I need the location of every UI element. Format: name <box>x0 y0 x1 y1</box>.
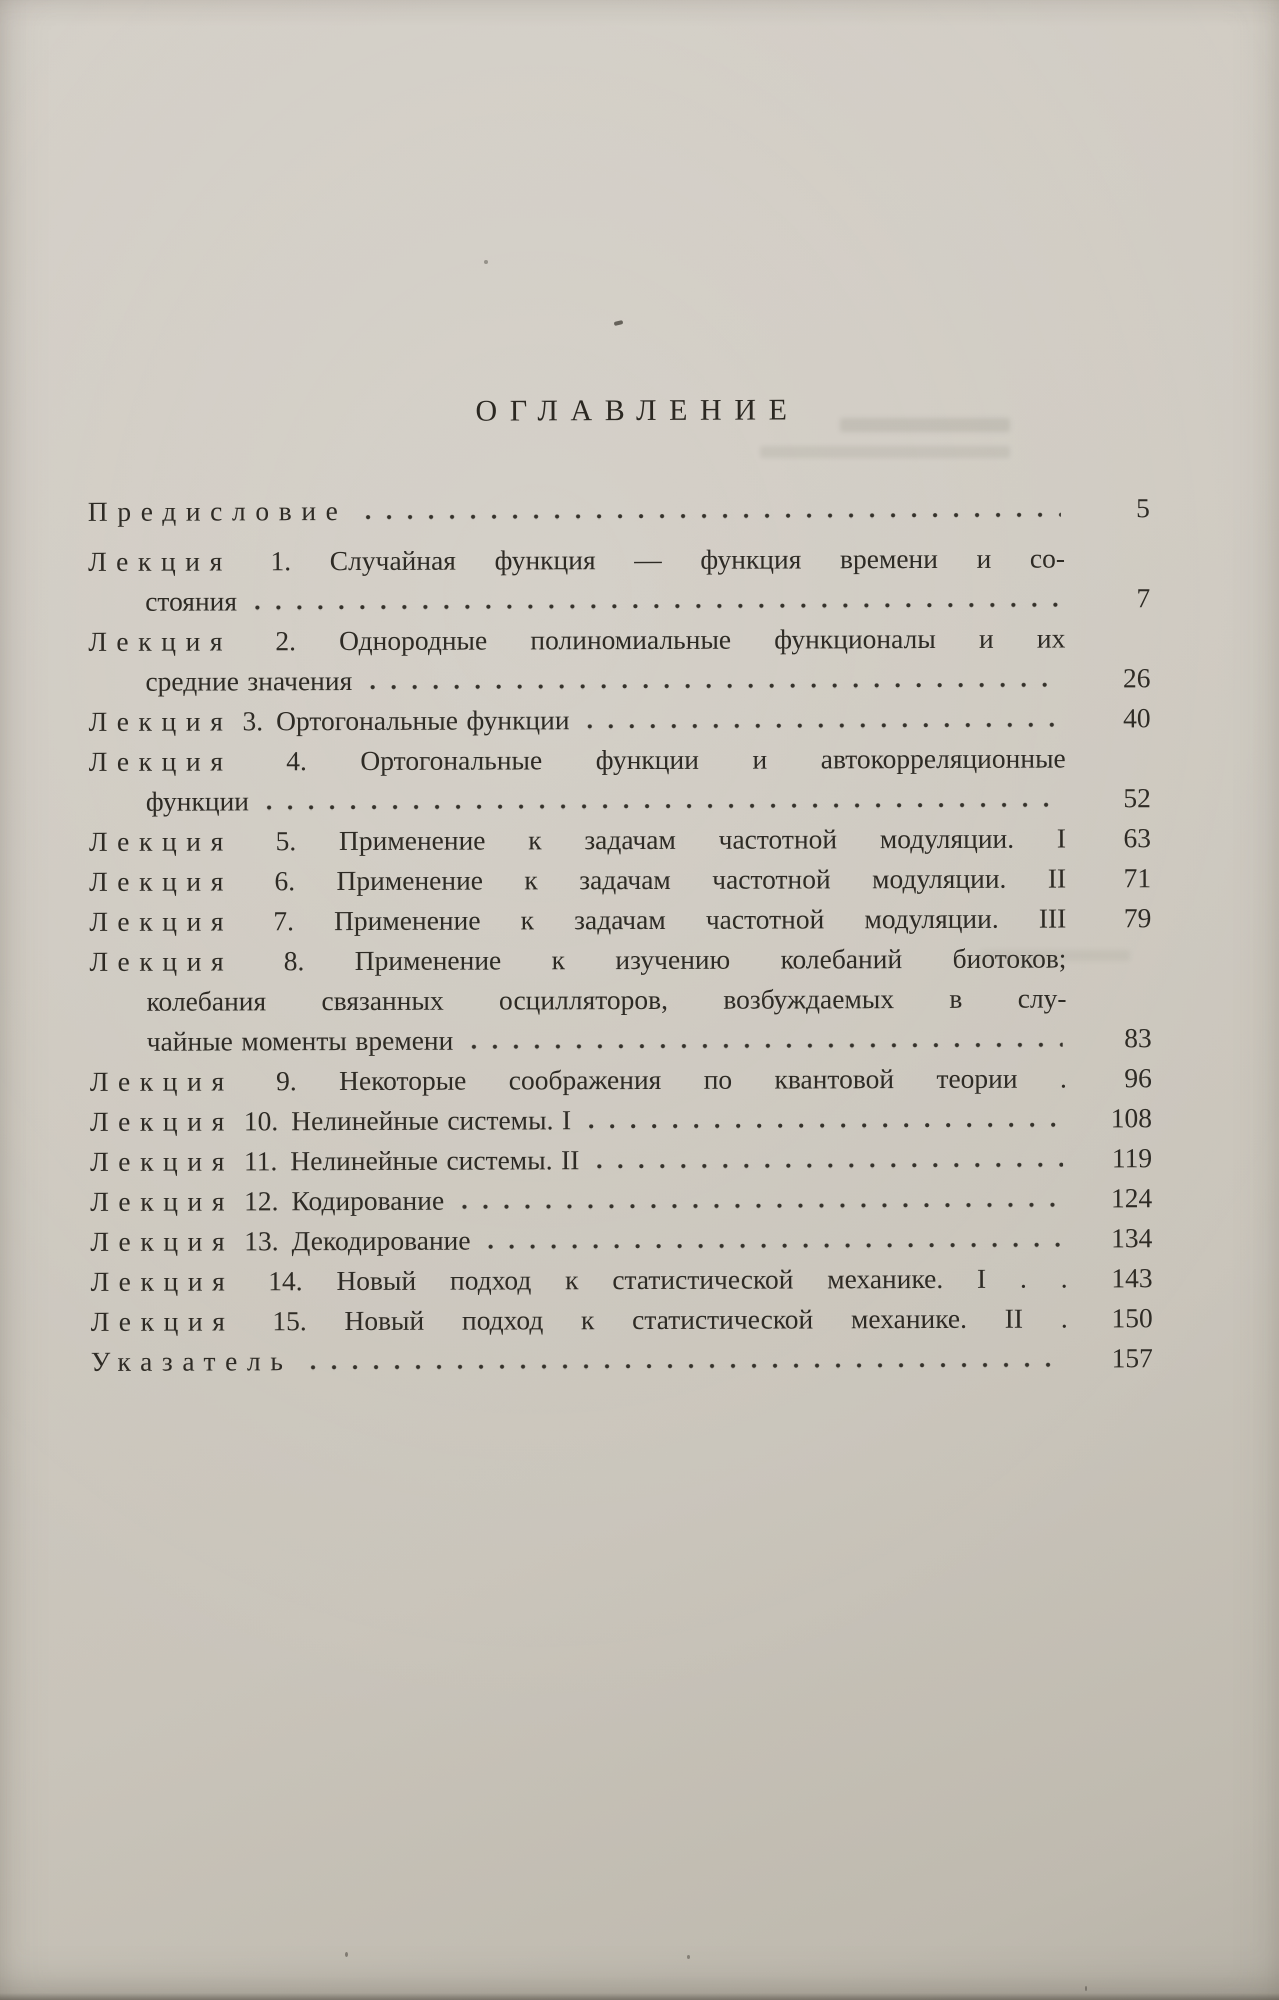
toc-line <box>91 1338 1153 1382</box>
toc-line-text <box>89 739 1066 782</box>
toc-line <box>88 488 1150 532</box>
toc-line-text <box>89 779 1066 822</box>
toc-line <box>89 738 1151 782</box>
toc-line <box>89 698 1151 742</box>
toc-page-number: 143 <box>1111 1262 1153 1294</box>
scan-speck <box>1085 1986 1087 1991</box>
toc-entry-title: чайные моменты времени <box>146 1024 454 1057</box>
dot-leader <box>261 779 1062 822</box>
toc-entry-prefix: Лекция <box>89 905 234 937</box>
dot-leader <box>304 1339 1063 1382</box>
toc-entry-number: 11. <box>243 1145 278 1177</box>
toc-line-text <box>88 619 1065 662</box>
toc-page-number: 71 <box>1123 862 1152 894</box>
toc-entry-number: 7. <box>273 905 294 937</box>
toc-entry-prefix: Лекция <box>90 1145 235 1177</box>
toc-entry-title: Кодирование <box>291 1184 445 1217</box>
dot-leader <box>465 1019 1062 1061</box>
toc-line <box>88 578 1150 622</box>
toc-line-text <box>89 939 1066 982</box>
scan-speck <box>345 1952 348 1957</box>
toc-line <box>91 1298 1153 1342</box>
toc-line <box>90 1098 1152 1142</box>
toc-entry-title: Новый подход к статистической механике. II . <box>344 1302 1068 1337</box>
toc-line <box>88 658 1150 702</box>
toc-entry-title: Декодирование <box>291 1224 471 1257</box>
toc-line <box>89 818 1151 862</box>
toc-page-number: 5 <box>1136 492 1150 524</box>
toc-entry-title: Случайная функция — функция времени и со- <box>329 542 1066 577</box>
toc-line-text <box>89 699 1066 742</box>
toc-page-number: 108 <box>1110 1102 1153 1134</box>
toc-line <box>88 618 1150 662</box>
toc-line-text <box>91 1299 1068 1342</box>
scan-speck <box>484 260 488 264</box>
toc-line-text <box>90 1019 1067 1062</box>
toc-line-text <box>89 819 1066 862</box>
toc-line-text <box>91 1339 1068 1382</box>
dot-leader <box>591 1139 1063 1181</box>
toc-line-text <box>90 1259 1067 1302</box>
toc-entry-title: Применение к изучению колебаний биотоков; <box>354 942 1067 976</box>
toc-entry-prefix: Лекция <box>88 625 233 657</box>
table-of-contents <box>88 488 1153 1382</box>
toc-line-text <box>88 579 1065 622</box>
toc-entry-prefix: Лекция <box>90 1305 235 1337</box>
toc-line <box>90 1138 1152 1182</box>
toc-entry-title: Применение к задачам частотной модуляции. II <box>336 862 1067 897</box>
toc-line <box>89 778 1151 822</box>
dot-leader <box>359 489 1061 531</box>
toc-line <box>88 538 1150 582</box>
toc-entry-title: Применение к задачам частотной модуляции. III <box>333 902 1067 937</box>
toc-line <box>90 1178 1152 1222</box>
toc-entry-prefix: Лекция <box>89 945 234 977</box>
toc-entry-title: колебания связанных осцилляторов, возбуждаемых в слу- <box>146 982 1067 1017</box>
toc-entry-title: Нелинейные системы. II <box>290 1144 580 1177</box>
toc-entry-number: 15. <box>272 1305 307 1337</box>
dot-leader <box>583 1099 1063 1141</box>
toc-title: ОГЛАВЛЕНИЕ <box>475 393 800 428</box>
scan-speck <box>687 1955 690 1959</box>
toc-page-number: 157 <box>1111 1342 1153 1374</box>
dot-leader <box>581 699 1061 741</box>
toc-line <box>90 1218 1152 1262</box>
toc-entry-prefix: Лекция <box>89 1065 234 1097</box>
toc-entry-title: функции <box>145 785 250 817</box>
toc-page-number: 119 <box>1111 1142 1153 1174</box>
toc-page-number: 7 <box>1136 582 1151 614</box>
toc-entry-prefix: Лекция <box>89 865 234 897</box>
toc-entry-prefix: Лекция <box>90 1225 235 1257</box>
toc-line-text <box>90 1219 1067 1262</box>
toc-line <box>90 1018 1152 1062</box>
toc-entry-title: Ортогональные функции <box>276 704 570 737</box>
toc-page-number: 150 <box>1111 1302 1153 1334</box>
toc-line-text <box>89 979 1066 1022</box>
toc-line <box>89 858 1151 902</box>
toc-entry-prefix: Лекция <box>90 1265 235 1297</box>
toc-page-number: 79 <box>1123 902 1152 934</box>
toc-entry-label: Предисловие <box>87 495 348 527</box>
toc-line <box>89 898 1151 942</box>
toc-line-text <box>90 1099 1067 1142</box>
toc-page-number: 124 <box>1110 1182 1153 1214</box>
toc-line <box>90 1258 1152 1302</box>
dot-leader <box>456 1179 1063 1221</box>
toc-entry-number: 14. <box>268 1265 303 1297</box>
toc-entry-prefix: Лекция <box>88 745 233 777</box>
toc-entry-number: 2. <box>275 625 297 657</box>
toc-entry-number: 1. <box>270 545 292 577</box>
dot-leader <box>364 659 1061 701</box>
toc-entry-prefix: Лекция <box>90 1185 235 1217</box>
toc-line <box>89 938 1151 982</box>
toc-entry-prefix: Лекция <box>88 825 233 857</box>
toc-line-text <box>90 1059 1067 1102</box>
toc-page-number: 40 <box>1123 702 1151 734</box>
toc-entry-number: 4. <box>286 745 307 777</box>
toc-entry-number: 3. <box>242 705 264 737</box>
toc-line-text <box>90 1179 1067 1222</box>
toc-page-number: 63 <box>1123 822 1152 854</box>
toc-entry-prefix: Лекция <box>87 545 232 577</box>
dot-leader <box>249 579 1061 622</box>
toc-entry-number: 6. <box>274 865 296 897</box>
toc-line-text <box>88 659 1065 702</box>
toc-page-number: 83 <box>1124 1022 1152 1054</box>
toc-entry-title: Новый подход к статистической механике. I . . <box>336 1262 1068 1297</box>
toc-entry-title: Некоторые соображения по квантовой теории . <box>339 1062 1067 1097</box>
toc-page-number: 52 <box>1123 782 1151 814</box>
toc-entry-number: 12. <box>244 1185 279 1217</box>
toc-line <box>90 1058 1152 1102</box>
toc-entry-title: Нелинейные системы. I <box>291 1104 572 1137</box>
toc-page-number: 134 <box>1111 1222 1153 1254</box>
toc-entry-number: 13. <box>244 1225 279 1257</box>
toc-entry-number: 5. <box>275 825 297 857</box>
toc-line-text <box>88 539 1065 582</box>
toc-entry-number: 8. <box>283 945 305 977</box>
toc-entry-title: Применение к задачам частотной модуляции. I <box>338 822 1067 857</box>
toc-entry-title: Однородные полиномиальные функционалы и их <box>339 622 1066 657</box>
toc-page-number: 26 <box>1122 662 1151 694</box>
toc-entry-number: 10. <box>243 1105 279 1137</box>
scan-bottom-shadow <box>0 1993 1279 2000</box>
toc-line-text <box>89 899 1066 942</box>
toc-entry-number: 9. <box>276 1065 297 1097</box>
toc-entry-prefix: Лекция <box>88 705 233 737</box>
toc-entry-title: средние значения <box>145 665 353 697</box>
toc-line-text <box>88 489 1065 532</box>
toc-line-text <box>89 859 1066 902</box>
toc-entry-label: Указатель <box>90 1345 293 1377</box>
toc-entry-title: стояния <box>145 585 238 617</box>
toc-page-number: 96 <box>1124 1062 1152 1094</box>
toc-line-text <box>90 1139 1067 1182</box>
toc-entry-prefix: Лекция <box>89 1105 234 1137</box>
toc-line <box>89 978 1151 1022</box>
toc-entry-title: Ортогональные функции и автокорреляционные <box>360 742 1066 776</box>
dot-leader <box>482 1219 1063 1261</box>
